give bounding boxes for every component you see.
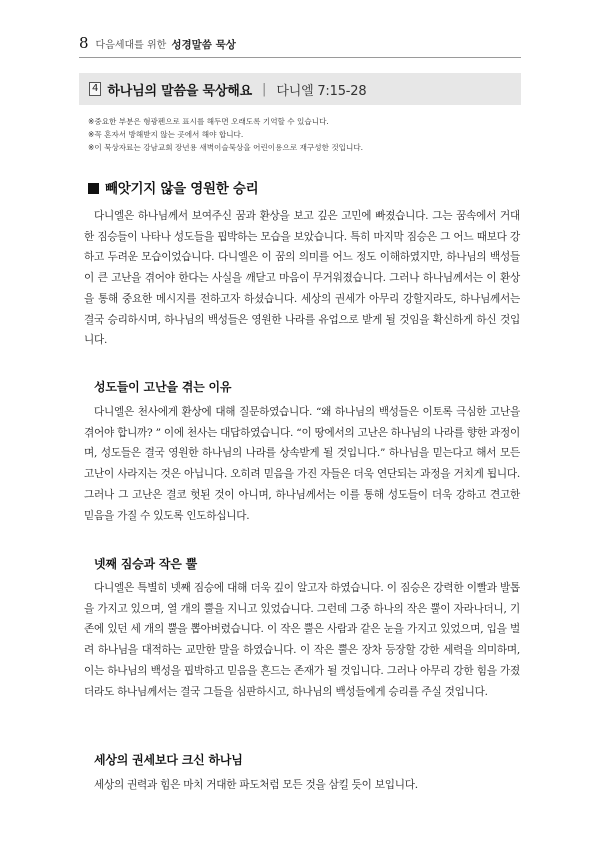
paragraph-greater-god: 세상의 권력과 힘은 마치 거대한 파도처럼 모든 것을 삼킬 듯이 보입니다. [94, 779, 418, 791]
paragraph-fourth-beast: 다니엘은 특별히 넷째 짐승에 대해 더욱 깊이 알고자 하였습니다. 이 짐승은 강력한 이빨과 발톱을 가지고 있으며, 열 개의 뿔을 지니고 있었습니다. 그런데 그중 하나의 작은 뿔이 자라나더니, 기존에 있던 세 개의 뿔을 뽑아버렸습니다. 이 작은 뿔은 사람과 같은 눈을 가지고 있었으며, 입을 벌려 하나님을 대적하는 교만한 말을 하였습니다. 이 작은 뿔은 장차 등장할 강한 세력을 의미하며, 이는 하나님의 백성을 핍박하고 믿음을 흔드는 존재가 될 것입니다. 그러나 아무리 강한 힘을 가졌더라도 하나님께서는 결국 그들을 심판하시고, 하나님의 백성들에게 승리를 주실 것입니다. [84, 582, 520, 698]
running-header [79, 34, 236, 50]
main-heading-text: 빼앗기지 않을 영원한 승리 [105, 181, 259, 197]
notes-block [88, 115, 520, 154]
section-title: 하나님의 말씀을 묵상해요 [107, 83, 252, 99]
square-bullet-icon [88, 183, 99, 194]
section-number-box: 4 [89, 82, 101, 96]
section-banner [79, 73, 521, 105]
scripture-reference: 다니엘 7:15-28 [276, 83, 367, 99]
paragraph-suffering: 다니엘은 천사에게 환상에 대해 질문하였습니다. “왜 하나님의 백성들은 이토록 극심한 고난을 겪어야 합니까? ” 이에 천사는 대답하였습니다. “이 땅에서의 고난은 하나님의 나라를 향한 과정이며, 성도들은 결국 영원한 하나님의 나라를 상속받게 될 것입니다.” 하나님을 믿는다고 해서 모든 고난이 사라지는 것은 아닙니다. 오히려 믿음을 가진 자들은 더욱 연단되는 과정을 거치게 됩니다. 그러나 그 고난은 결코 헛된 것이 아니며, 하나님께서는 이를 통해 성도들이 더욱 강하고 견고한 믿음을 가질 수 있도록 인도하십니다. [84, 406, 520, 522]
series-title: 다음세대를 위한 [95, 40, 167, 51]
subheading-suffering: 성도들이 고난을 겪는 이유 [94, 380, 232, 394]
subheading-greater-god: 세상의 권세보다 크신 하나님 [94, 753, 243, 767]
header-divider [79, 57, 521, 58]
banner-separator: | [261, 81, 267, 97]
book-title: 성경말씀 묵상 [171, 39, 236, 51]
main-heading [88, 177, 258, 197]
note-item: ※꼭 혼자서 방해받지 않는 곳에서 해야 합니다. [88, 130, 244, 139]
page-number: 8 [79, 34, 89, 52]
note-item: ※중요한 부분은 형광펜으로 표시를 해두면 오래도록 기억할 수 있습니다. [88, 117, 329, 126]
subheading-fourth-beast: 넷째 짐승과 작은 뿔 [94, 557, 198, 571]
note-item: ※이 묵상자료는 강남교회 장년용 새벽이슬묵상을 어린이용으로 재구성한 것입니다. [88, 143, 364, 152]
paragraph-intro: 다니엘은 하나님께서 보여주신 꿈과 환상을 보고 깊은 고민에 빠졌습니다. 그는 꿈속에서 거대한 짐승들이 나타나 성도들을 핍박하는 모습을 보았습니다. 특히 마지막 짐승은 그 어느 때보다 강하고 두려운 모습이었습니다. 다니엘은 이 꿈의 의미를 어느 정도 이해하였지만, 하나님의 백성들이 큰 고난을 겪어야 한다는 사실을 깨닫고 마음이 무거워졌습니다. 그러나 하나님께서는 이 환상을 통해 중요한 메시지를 전하고자 하셨습니다. 세상의 권세가 아무리 강할지라도, 하나님께서는 결국 승리하시며, 하나님의 백성들은 영원한 나라를 유업으로 받게 될 것임을 확신하게 하신 것입니다. [84, 210, 520, 347]
